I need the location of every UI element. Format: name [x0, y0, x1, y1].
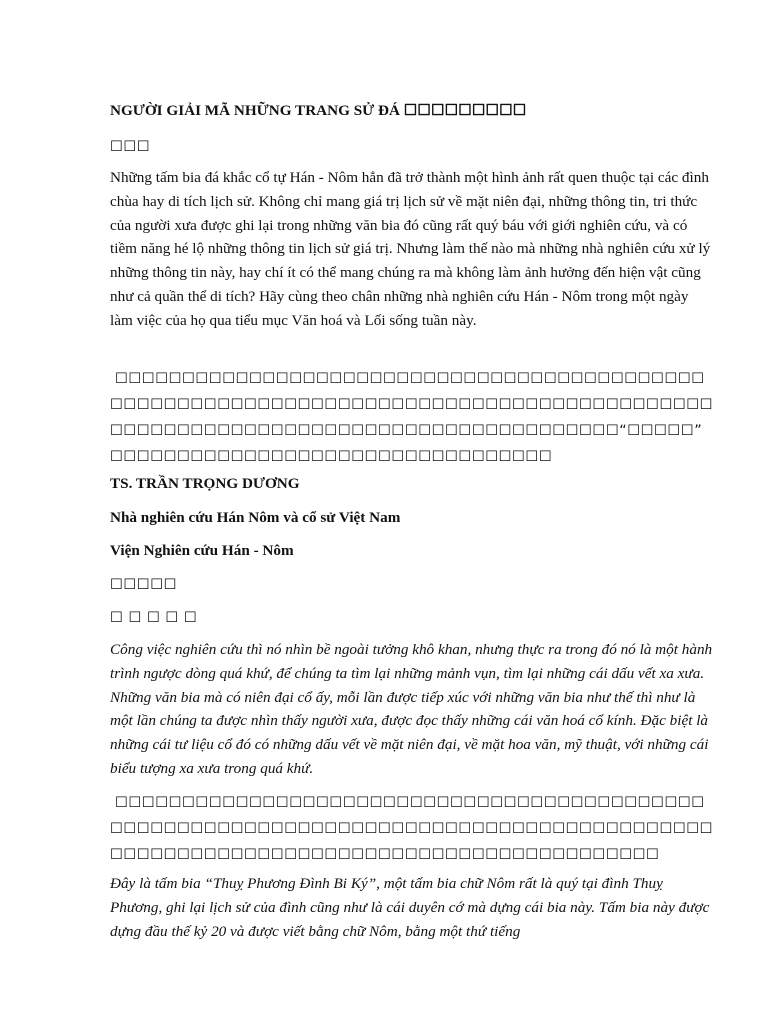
intro-paragraph: Những tấm bia đá khắc cổ tự Hán - Nôm hẳn đã trở thành một hình ảnh rất quen thuộc tại các đình chùa hay di tích lịch sử. Không chỉ mang giá trị lịch sử về mặt niên đại, những thông tin, tri thức của người xưa được ghi lại trong những văn bia đó cũng rất quý báu với giới nghiên cứu, và có tiềm năng hé lộ những thông tin lịch sử giá trị. Nhưng làm thế nào mà những nhà nghiên cứu xử lý những thông tin này, hay chí ít có thể mang chúng ra mà không làm ảnh hưởng đến hiện vật cũng như cả quần thể di tích? Hãy cùng theo chân những nhà nghiên cứu Hán - Nôm trong một ngày làm việc của họ qua tiểu mục Văn hoá và Lối sống tuần này. [110, 169, 711, 329]
quote-paragraph-2: Đây là tấm bia “Thuỵ Phương Đình Bi Ký”, một tấm bia chữ Nôm rất là quý tại đình Thuỵ Phương, ghi lại lịch sử của đình cũng như là cái duyên cớ mà dựng cái bia này. Tấm bia này được dựng đầu thế kỷ 20 và được viết bằng chữ Nôm, bằng một thứ tiếng [110, 875, 710, 940]
article-title: NGƯỜI GIẢI MÃ NHỮNG TRANG SỬ ĐÁ ☐☐☐☐☐☐☐☐☐ [110, 102, 527, 119]
intro-paragraph-cjk: ☐☐☐☐☐☐☐☐☐☐☐☐☐☐☐☐☐☐☐☐☐☐☐☐☐☐☐☐☐☐☐☐☐☐☐☐☐☐☐☐☐☐☐☐☐☐☐☐☐☐☐☐☐☐☐☐☐☐☐☐☐☐☐☐☐☐☐☐☐☐☐☐☐☐☐☐☐☐☐☐☐☐☐☐☐☐☐☐☐☐☐☐☐☐☐☐☐☐☐☐☐☐☐☐☐☐☐☐☐☐☐☐☐☐☐☐☐☐☐☐☐☐☐☐☐☐☐“☐☐☐☐☐”☐☐☐☐☐☐☐☐☐☐☐☐☐☐☐☐☐☐☐☐☐☐☐☐☐☐☐☐☐☐☐☐☐ [110, 371, 714, 465]
author-title-cjk: ☐ ☐ ☐ ☐ ☐ [110, 610, 198, 626]
article-title-cjk: ☐☐☐ [110, 139, 151, 155]
author-name: TS. TRẦN TRỌNG DƯƠNG [110, 475, 300, 492]
quote-paragraph-1-cjk: ☐☐☐☐☐☐☐☐☐☐☐☐☐☐☐☐☐☐☐☐☐☐☐☐☐☐☐☐☐☐☐☐☐☐☐☐☐☐☐☐☐☐☐☐☐☐☐☐☐☐☐☐☐☐☐☐☐☐☐☐☐☐☐☐☐☐☐☐☐☐☐☐☐☐☐☐☐☐☐☐☐☐☐☐☐☐☐☐☐☐☐☐☐☐☐☐☐☐☐☐☐☐☐☐☐☐☐☐☐☐☐☐☐☐☐☐☐☐☐☐☐☐☐☐☐☐☐☐☐☐ [110, 795, 714, 863]
author-name-cjk: ☐☐☐☐☐ [110, 577, 178, 593]
quote-paragraph-1: Công việc nghiên cứu thì nó nhìn bề ngoài tưởng khô khan, nhưng thực ra trong đó nó là một hành trình ngược dòng quá khứ, để chúng ta tìm lại những mảnh vụn, tìm lại những cái dấu vết xa xưa. Những văn bia mà có niên đại cổ ấy, mỗi lần được tiếp xúc với những văn bia như thế thì như là một lần chúng ta được nhìn thấy người xưa, được đọc thấy những cái văn hoá cổ kính. Đặc biệt là những cái tư liệu cổ đó có những dấu vết về mặt niên đại, về mặt hoa văn, mỹ thuật, với những cái biểu tượng xa xưa trong quá khứ. [110, 641, 713, 777]
author-organization: Viện Nghiên cứu Hán - Nôm [110, 542, 294, 559]
author-role: Nhà nghiên cứu Hán Nôm và cổ sử Việt Nam [110, 509, 401, 526]
